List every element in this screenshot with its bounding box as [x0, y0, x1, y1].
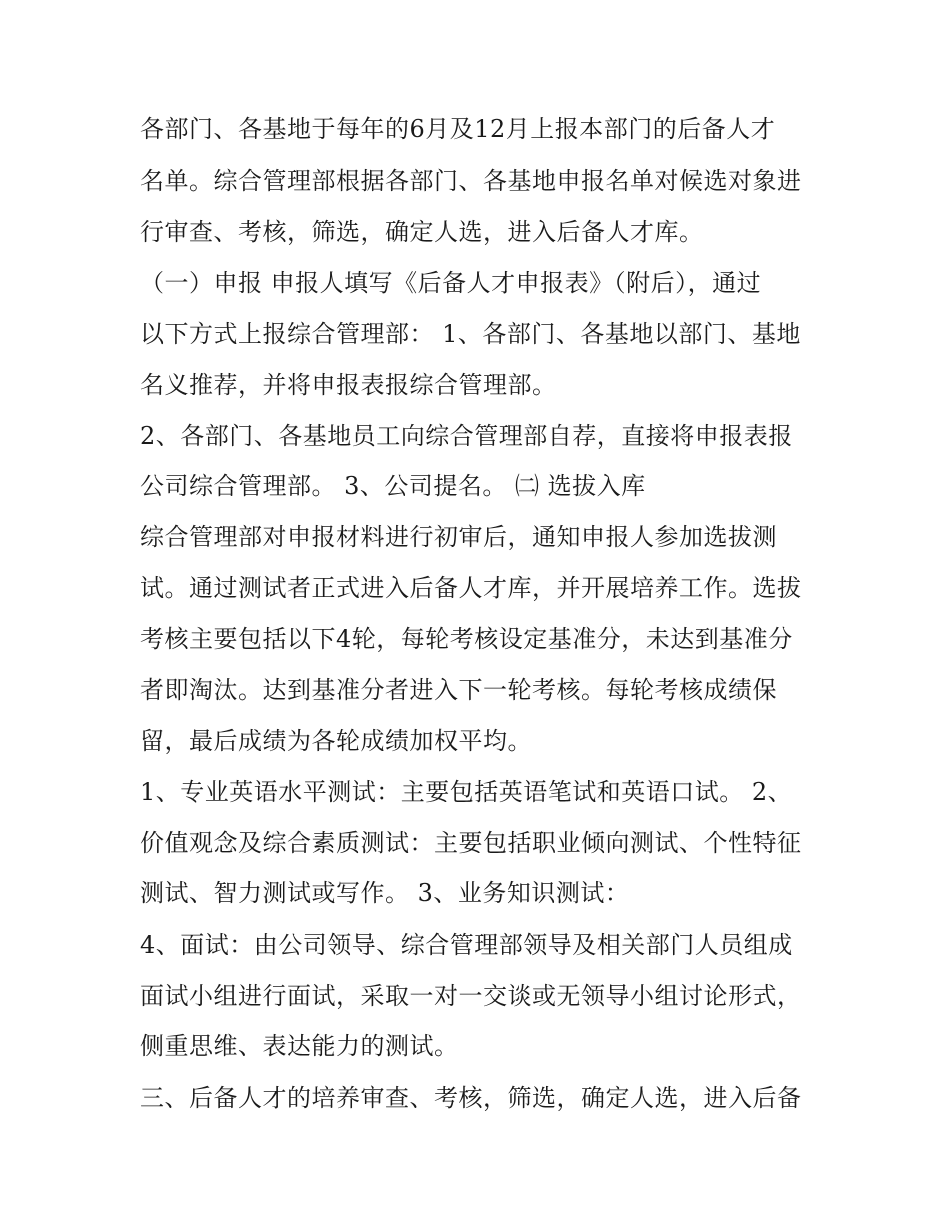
text-line: 考核主要包括以下4轮，每轮考核设定基准分，未达到基准分	[140, 625, 793, 653]
text-line: 行审查、考核，筛选，确定人选，进入后备人才库。	[140, 218, 704, 246]
text-line: 综合管理部对申报材料进行初审后，通知申报人参加选拔测	[140, 523, 777, 551]
text-line: 测试、智力测试或写作。 3、业务知识测试：	[140, 879, 630, 907]
text-line: 留，最后成绩为各轮成绩加权平均。	[140, 727, 532, 755]
text-line: 以下方式上报综合管理部： 1、各部门、各基地以部门、基地	[140, 320, 801, 348]
text-line: 侧重思维、表达能力的测试。	[140, 1032, 459, 1060]
text-line: 4、面试：由公司领导、综合管理部领导及相关部门人员组成	[140, 931, 793, 959]
text-line: 名单。综合管理部根据各部门、各基地申报名单对候选对象进	[140, 167, 802, 195]
text-line: 公司综合管理部。 3、公司提名。 ㈡ 选拔入库	[140, 472, 646, 500]
text-line: 1、专业英语水平测试：主要包括英语笔试和英语口试。 2、	[140, 778, 793, 806]
text-line: 者即淘汰。达到基准分者进入下一轮考核。每轮考核成绩保	[140, 676, 777, 704]
text-line: （一）申报 申报人填写《后备人才申报表》（附后），通过	[140, 269, 762, 297]
text-line: 各部门、各基地于每年的6月及12月上报本部门的后备人才	[140, 115, 776, 143]
text-line: 面试小组进行面试，采取一对一交谈或无领导小组讨论形式，	[140, 982, 802, 1010]
text-line: 2、各部门、各基地员工向综合管理部自荐，直接将申报表报	[140, 422, 793, 450]
text-line: 试。通过测试者正式进入后备人才库，并开展培养工作。选拔	[140, 574, 802, 602]
text-line: 三、后备人才的培养审查、考核，筛选，确定人选，进入后备	[140, 1084, 802, 1112]
text-line: 价值观念及综合素质测试：主要包括职业倾向测试、个性特征	[140, 829, 802, 857]
text-line: 名义推荐，并将申报表报综合管理部。	[140, 371, 557, 399]
